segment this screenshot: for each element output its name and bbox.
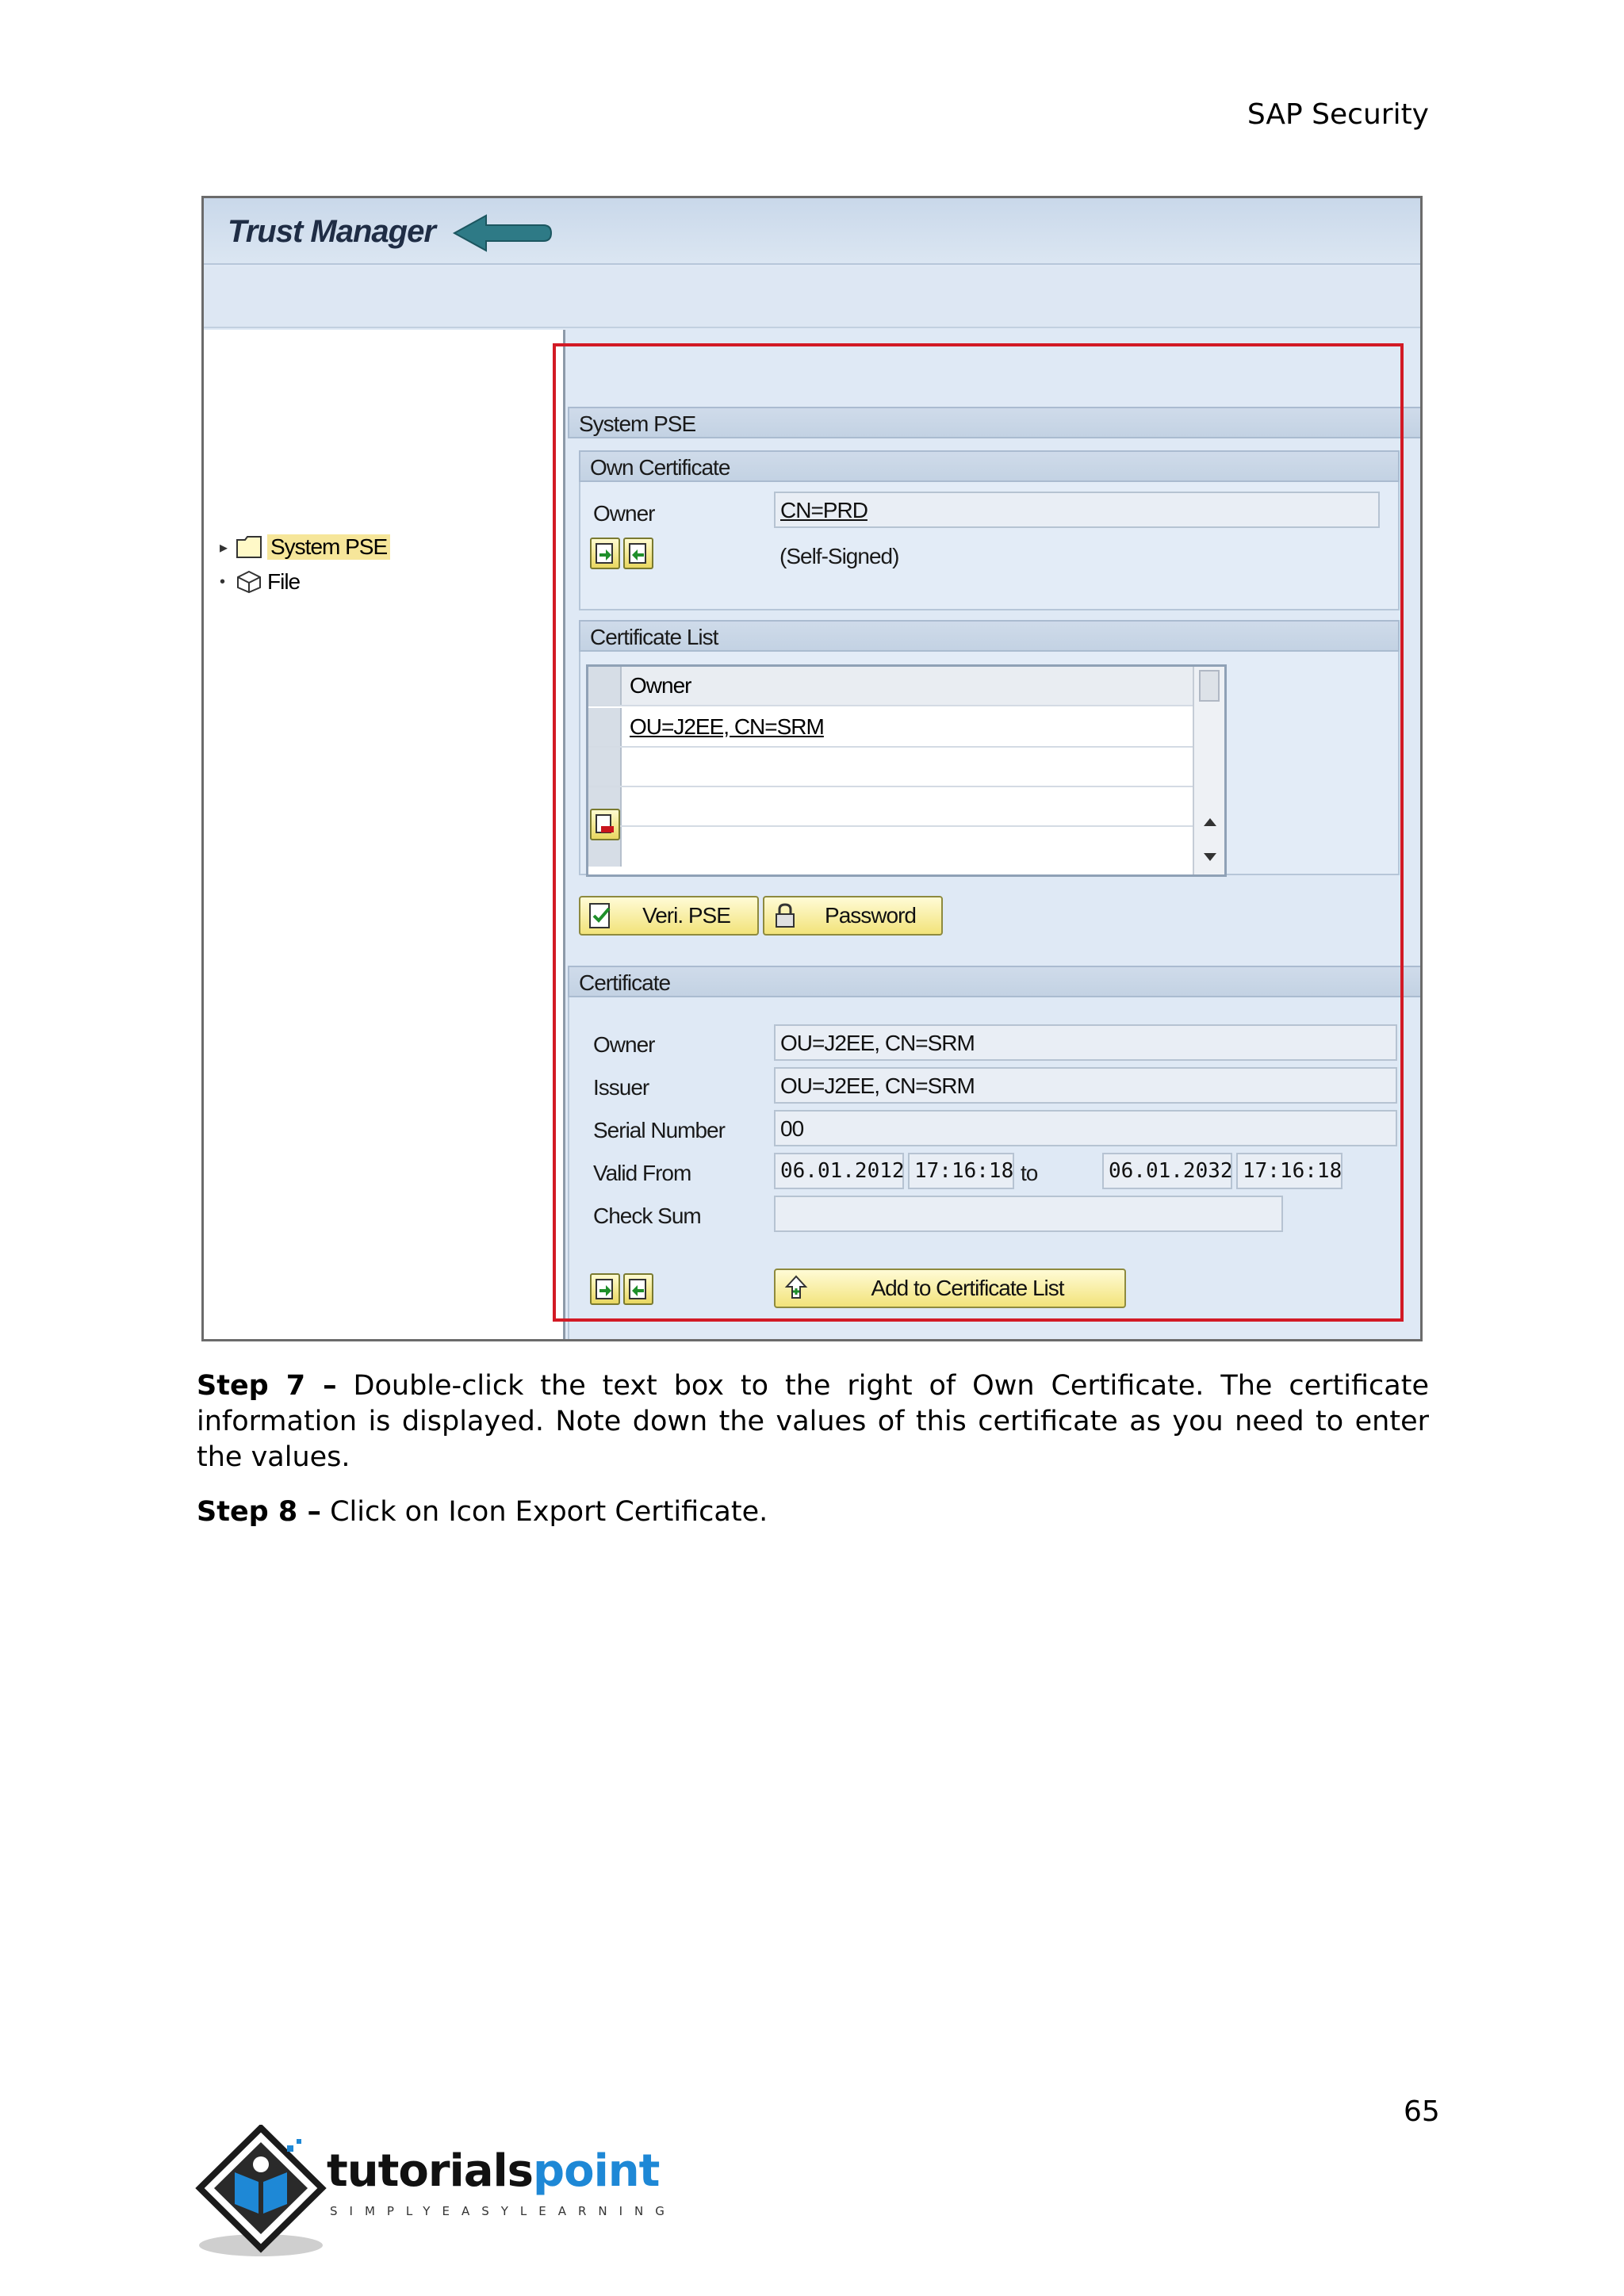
valid-to-label: to [1021, 1161, 1038, 1185]
table-row[interactable] [588, 708, 1224, 748]
column-header-owner[interactable]: Owner [630, 673, 691, 698]
tutorialspoint-logo [193, 2125, 676, 2260]
scroll-down-icon[interactable] [1202, 851, 1218, 863]
logo-diamond-icon [193, 2125, 328, 2260]
page-number: 65 [1404, 2095, 1440, 2128]
check-sum-label: Check Sum [593, 1203, 701, 1228]
check-sum-field[interactable] [774, 1196, 1283, 1232]
application-toolbar [204, 266, 1420, 328]
page-header-title: SAP Security [1247, 98, 1429, 131]
import-certificate-button[interactable] [590, 538, 620, 569]
pointer-arrow-icon [451, 211, 554, 255]
valid-from-label: Valid From [593, 1161, 691, 1185]
add-list-icon [782, 1274, 810, 1303]
folder-icon [236, 535, 262, 559]
table-row[interactable] [588, 787, 1224, 827]
table-row[interactable] [588, 827, 1224, 867]
verify-icon [587, 901, 615, 930]
logo-wordmark: tutorialspoint [327, 2145, 660, 2197]
tree-item-label: System PSE [267, 534, 390, 560]
step-7-text: Double-click the text box to the right of Own Certificate. The certificate information is displayed. Note down the values of this certificate as you need to enter the values. [197, 1370, 1429, 1473]
table-header-row [588, 667, 1224, 706]
expand-arrow-icon[interactable]: ▸ [220, 538, 228, 557]
valid-to-date-field[interactable]: 06.01.2032 [1102, 1153, 1232, 1189]
navigation-tree [204, 330, 565, 1339]
valid-from-time-field[interactable]: 17:16:18 [908, 1153, 1014, 1189]
column-settings-icon[interactable] [1199, 670, 1220, 702]
certificate-section-title: Certificate [568, 966, 1423, 997]
lock-icon [771, 901, 799, 930]
export-button[interactable] [623, 1273, 653, 1305]
import-button[interactable] [590, 1273, 620, 1305]
step-8-text: Click on Icon Export Certificate. [330, 1496, 768, 1528]
window-title: Trust Manager [228, 214, 435, 249]
self-signed-note: (Self-Signed) [779, 544, 899, 568]
step-8-label: Step 8 – [197, 1496, 321, 1528]
export-certificate-button[interactable] [623, 538, 653, 569]
tree-item-label: File [267, 569, 301, 594]
own-certificate-title: Own Certificate [579, 450, 1400, 482]
tree-item-system-pse[interactable] [220, 534, 390, 560]
select-all-cell[interactable] [588, 667, 622, 705]
system-pse-section-title: System PSE [568, 407, 1423, 438]
cube-icon [236, 570, 262, 594]
row-selector[interactable] [588, 708, 622, 746]
certificate-issuer-field[interactable]: OU=J2EE, CN=SRM [774, 1067, 1397, 1104]
scroll-up-icon[interactable] [1202, 816, 1218, 828]
own-owner-label: Owner [593, 501, 655, 526]
remove-certificate-button[interactable] [590, 809, 620, 840]
trust-manager-screenshot [201, 196, 1423, 1341]
add-to-certificate-list-button[interactable]: Add to Certificate List [774, 1269, 1126, 1308]
step-8-paragraph [197, 1494, 1429, 1530]
certificate-owner-label: Owner [593, 1032, 655, 1057]
step-7-label: Step 7 – [197, 1370, 337, 1402]
valid-from-date-field[interactable]: 06.01.2012 [774, 1153, 904, 1189]
valid-to-time-field[interactable]: 17:16:18 [1236, 1153, 1342, 1189]
own-certificate-owner-field[interactable]: CN=PRD [774, 492, 1380, 528]
window-titlebar [204, 198, 1420, 265]
certificate-list-table [586, 664, 1227, 877]
row-selector[interactable] [588, 748, 622, 786]
logo-tagline: SIMPLYEASYLEARNING [330, 2204, 676, 2218]
leaf-bullet-icon: • [220, 572, 225, 591]
table-scrollbar[interactable] [1193, 667, 1224, 874]
table-row[interactable] [588, 748, 1224, 787]
verify-pse-button[interactable]: Veri. PSE [579, 896, 759, 936]
password-button[interactable]: Password [763, 896, 943, 936]
certificate-list-title: Certificate List [579, 620, 1400, 652]
certificate-owner-field[interactable]: OU=J2EE, CN=SRM [774, 1024, 1397, 1061]
serial-number-field[interactable]: 00 [774, 1110, 1397, 1146]
certificate-issuer-label: Issuer [593, 1075, 649, 1100]
table-cell-owner[interactable]: OU=J2EE, CN=SRM [630, 714, 824, 739]
serial-number-label: Serial Number [593, 1118, 725, 1142]
step-7-paragraph [197, 1368, 1429, 1475]
tree-item-file[interactable] [220, 569, 300, 595]
